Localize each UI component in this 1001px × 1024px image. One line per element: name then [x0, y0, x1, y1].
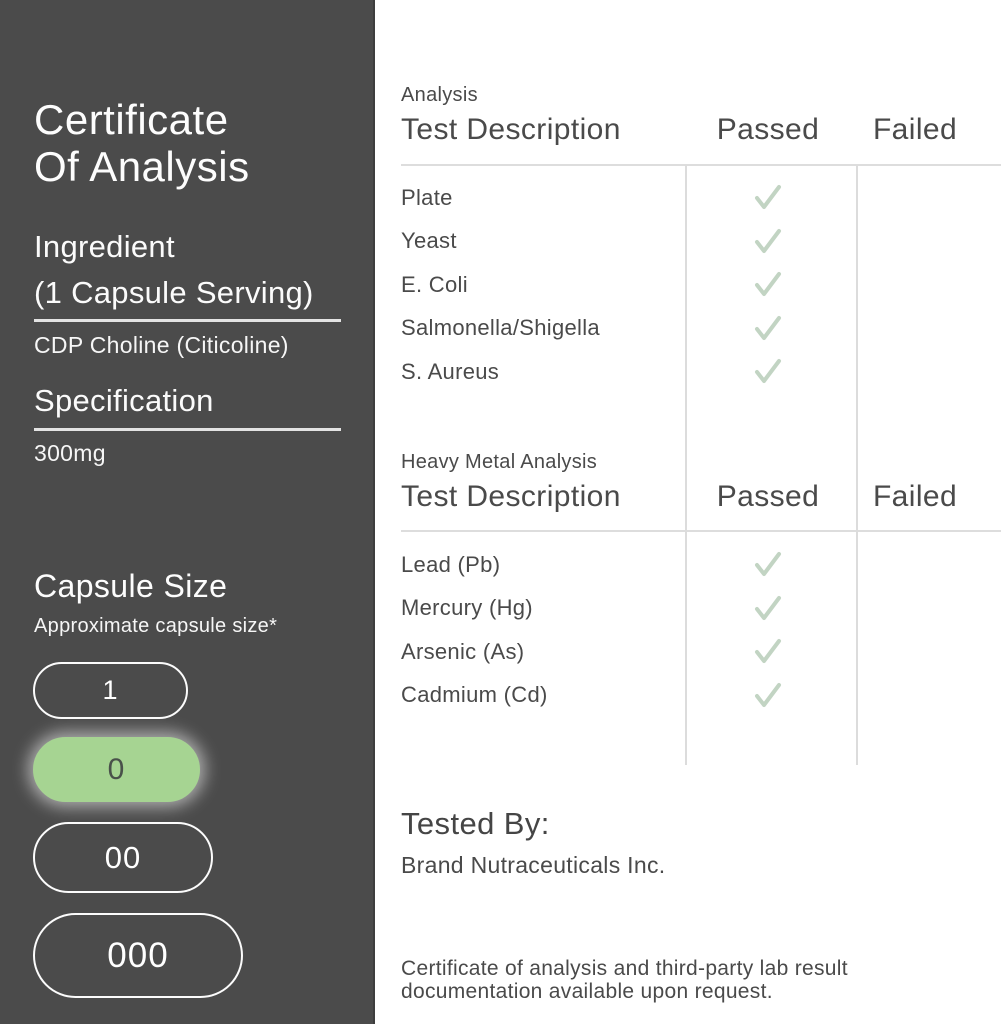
test-name: Salmonella/Shigella	[401, 315, 600, 341]
test-name: Yeast	[401, 228, 457, 254]
test-name: Cadmium (Cd)	[401, 682, 548, 708]
main-content	[377, 0, 1001, 1024]
capsule-size-option-00[interactable]: 00	[33, 822, 213, 893]
test-name: Mercury (Hg)	[401, 595, 533, 621]
table-row	[377, 176, 1001, 220]
test-name: Lead (Pb)	[401, 551, 501, 577]
capsule-size-option-1[interactable]: 1	[33, 662, 188, 719]
tested-by-value: Brand Nutraceuticals Inc.	[401, 852, 666, 878]
table-row	[377, 220, 1001, 264]
ingredient-divider	[34, 319, 341, 322]
table-row	[377, 263, 1001, 307]
ingredient-heading-line2: (1 Capsule Serving)	[34, 275, 314, 310]
table1-header-test-description: Test Description	[401, 113, 621, 146]
check-icon	[753, 682, 783, 709]
table-row	[377, 350, 1001, 394]
sidebar	[0, 0, 375, 1024]
table1-header-failed: Failed	[872, 113, 958, 146]
check-icon	[753, 358, 783, 385]
test-name: Plate	[401, 184, 453, 210]
test-name: Arsenic (As)	[401, 638, 525, 664]
table1-header-divider	[401, 164, 1001, 166]
check-icon	[753, 271, 783, 298]
footer-note: Certificate of analysis and third-party lab result documentation available upon request.	[401, 957, 848, 1003]
page-title-line1: Certificate	[34, 96, 229, 143]
check-icon	[753, 315, 783, 342]
capsule-size-heading: Capsule Size	[34, 568, 228, 604]
specification-divider	[34, 428, 341, 431]
check-icon	[753, 638, 783, 665]
page-title	[34, 96, 250, 190]
tested-by-heading: Tested By:	[401, 806, 550, 841]
table2-header-failed: Failed	[872, 480, 958, 513]
test-name: E. Coli	[401, 271, 468, 297]
table-row	[377, 674, 1001, 718]
ingredient-heading-line1: Ingredient	[34, 229, 175, 264]
table1-rows	[377, 176, 1001, 394]
check-icon	[753, 595, 783, 622]
table-row	[377, 587, 1001, 631]
table2-rows	[377, 543, 1001, 717]
ingredient-value: CDP Choline (Citicoline)	[34, 332, 289, 358]
table2-header-test-description: Test Description	[401, 480, 621, 513]
check-icon	[753, 228, 783, 255]
table1-section-label: Analysis	[401, 84, 478, 106]
specification-heading: Specification	[34, 383, 214, 418]
capsule-size-option-000[interactable]: 000	[33, 913, 243, 998]
table-row	[377, 307, 1001, 351]
table2-header-passed: Passed	[716, 480, 820, 513]
table1-header-passed: Passed	[716, 113, 820, 146]
ingredient-heading	[34, 224, 314, 316]
specification-value: 300mg	[34, 440, 106, 466]
check-icon	[753, 184, 783, 211]
test-name: S. Aureus	[401, 358, 500, 384]
table-row	[377, 543, 1001, 587]
capsule-size-option-0-selected[interactable]: 0	[33, 737, 200, 802]
table-row	[377, 630, 1001, 674]
page-title-line2: Of Analysis	[34, 143, 250, 190]
check-icon	[753, 551, 783, 578]
capsule-size-subheading: Approximate capsule size*	[34, 615, 278, 637]
table2-header-divider	[401, 530, 1001, 532]
table2-section-label: Heavy Metal Analysis	[401, 451, 598, 473]
